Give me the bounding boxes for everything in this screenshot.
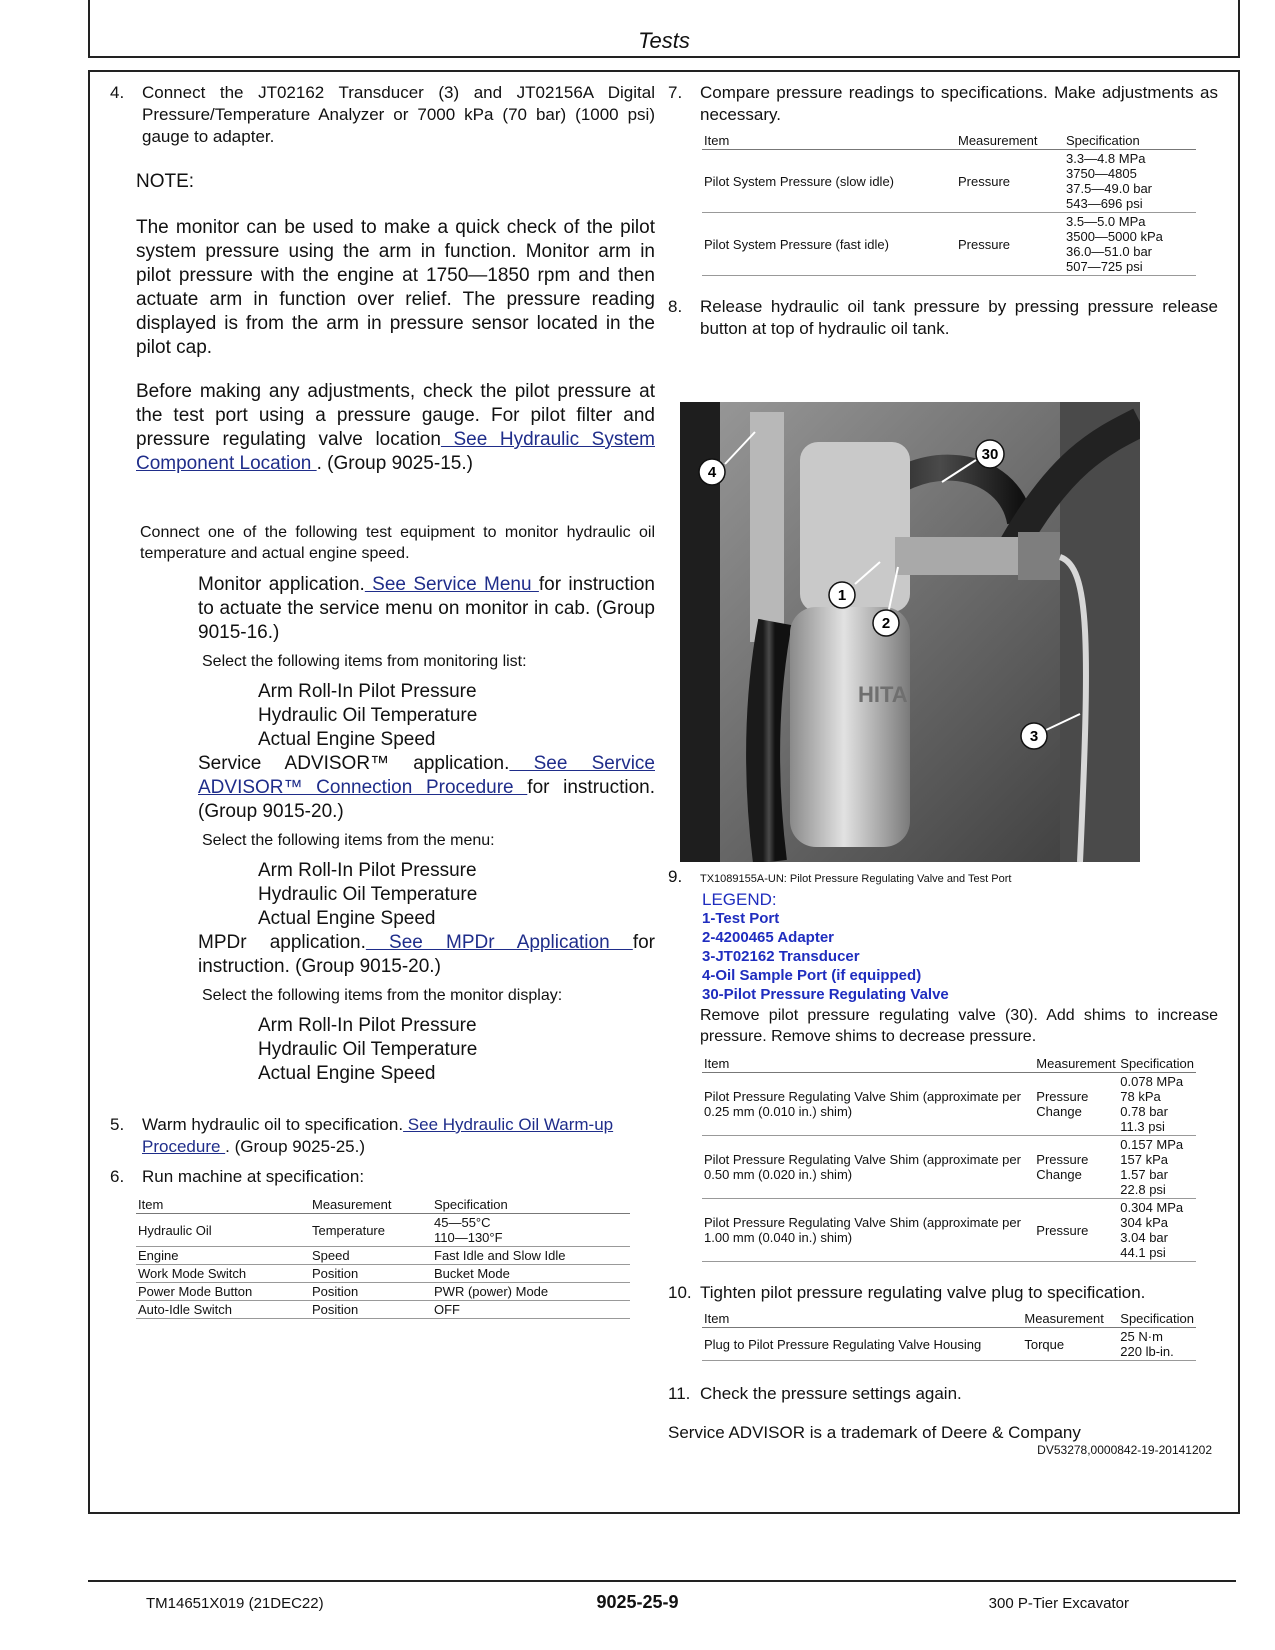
table-cell: Pilot Pressure Regulating Valve Shim (approximate per 0.25 mm (0.010 in.) shim) <box>702 1073 1034 1136</box>
table-cell: Work Mode Switch <box>136 1265 310 1283</box>
spec-line: 507—725 psi <box>1066 259 1143 274</box>
table-cell: Pilot System Pressure (fast idle) <box>702 213 956 276</box>
pilot-valve-photo <box>680 402 1140 862</box>
advisor-application <box>198 752 655 824</box>
table-cell: Pressure Change <box>1034 1073 1118 1136</box>
step-text: Connect the JT02162 Transducer (3) and JT02156A Digital Pressure/Temperature Analyzer or 7000 kPa (70 bar) (1000 psi) gauge to adapter. <box>142 83 655 146</box>
table-row <box>136 1265 630 1283</box>
right-column <box>668 72 1218 1457</box>
run-spec-table <box>136 1196 630 1319</box>
table-header: Measurement <box>1022 1310 1118 1328</box>
step-tail: . (Group 9025-25.) <box>225 1137 366 1156</box>
step-4 <box>110 82 655 148</box>
spec-line: 0.157 MPa <box>1120 1137 1184 1152</box>
step-text: Release hydraulic oil tank pressure by pressing pressure release button at top of hydraulic oil tank. <box>700 297 1218 338</box>
legend-item: 30-Pilot Pressure Regulating Valve <box>702 986 949 1003</box>
table-cell <box>1118 1136 1196 1199</box>
shim-spec-table <box>702 1055 1196 1262</box>
spec-line: 157 kPa <box>1120 1152 1168 1167</box>
footer-divider <box>88 1580 1236 1582</box>
spec-line: 0.078 MPa <box>1120 1074 1184 1089</box>
spec-line: 110—130°F <box>434 1230 503 1245</box>
table-cell: Position <box>310 1265 432 1283</box>
table-cell: Torque <box>1022 1328 1118 1361</box>
legend-item: 1-Test Port <box>702 910 780 927</box>
mpdr-text: MPDr application. <box>198 932 366 953</box>
table-row <box>136 1214 630 1247</box>
step-text: Check the pressure settings again. <box>700 1384 962 1403</box>
step-number: 9. <box>668 867 683 886</box>
table-cell <box>432 1214 630 1247</box>
legend-item: 3-JT02162 Transducer <box>702 948 860 965</box>
spec-line: 78 kPa <box>1120 1089 1161 1104</box>
remove-valve-text: Remove pilot pressure regulating valve (30). Add shims to increase pressure. Remove shims to decrease pressure. <box>700 1007 1218 1045</box>
table-cell <box>1118 1199 1196 1262</box>
table-cell <box>1118 1328 1196 1361</box>
table-cell: Pressure <box>956 213 1064 276</box>
note-text: Before making any adjustments, check the pilot pressure at the test port using a pressure gauge. For pilot filter and pressure regulating valve location <box>136 381 655 450</box>
table-cell <box>1064 150 1196 213</box>
spec-line: 3500—5000 kPa <box>1066 229 1163 244</box>
table-header: Item <box>702 1310 1022 1328</box>
table-row <box>702 1199 1196 1262</box>
table-cell <box>1064 213 1196 276</box>
note-paragraph-1: The monitor can be used to make a quick check of the pilot system pressure using the arm in function. Monitor arm in pilot pressure with the engine at 1750—1850 rpm and then actuate arm in function over relief. The pressure reading displayed is from the arm in pressure sensor located in the pilot cap. <box>136 217 655 358</box>
spec-line: 44.1 psi <box>1120 1245 1166 1260</box>
callout-label: 3 <box>1029 728 1039 745</box>
advisor-items-list <box>258 859 655 931</box>
spec-line: 25 N·m <box>1120 1329 1163 1344</box>
table-row <box>702 213 1196 276</box>
step-text: Compare pressure readings to specifications. Make adjustments as necessary. <box>700 83 1218 124</box>
hose <box>763 622 775 862</box>
list-item: Actual Engine Speed <box>258 908 436 929</box>
note-paragraph-2 <box>136 380 655 476</box>
table-cell <box>1118 1073 1196 1136</box>
spec-line: 220 lb-in. <box>1120 1344 1174 1359</box>
callout-label: 1 <box>837 587 847 604</box>
table-cell: PWR (power) Mode <box>432 1283 630 1301</box>
step-5 <box>110 1114 655 1158</box>
table-row <box>702 1073 1196 1136</box>
step-number: 8. <box>668 297 683 316</box>
list-item: Actual Engine Speed <box>258 1063 436 1084</box>
advisor-text: Service ADVISOR™ application. <box>198 753 510 774</box>
mpdr-items-list <box>258 1014 655 1086</box>
advisor-tail: for instruction. (Group 9015-20.) <box>198 777 656 822</box>
document-id: DV53278,0000842-19-20141202 <box>1037 1443 1212 1457</box>
table-row <box>136 1283 630 1301</box>
table-cell: Speed <box>310 1247 432 1265</box>
table-header: Item <box>136 1196 310 1214</box>
list-item: Arm Roll-In Pilot Pressure <box>258 1015 477 1036</box>
spec-line: 3.04 bar <box>1120 1230 1168 1245</box>
legend-title: LEGEND: <box>702 890 777 909</box>
table-row <box>136 1301 630 1319</box>
oil-warmup-link[interactable]: See Hydraulic Oil Warm-up Procedure <box>142 1115 614 1156</box>
spec-line: 45—55°C <box>434 1215 491 1230</box>
table-cell: Pressure <box>1034 1199 1118 1262</box>
table-cell: Engine <box>136 1247 310 1265</box>
spec-line: 304 kPa <box>1120 1215 1168 1230</box>
callout-label: 4 <box>707 464 717 481</box>
mpdr-application-link[interactable]: See MPDr Application <box>365 932 633 953</box>
table-header: Measurement <box>310 1196 432 1214</box>
test-fitting <box>750 412 784 642</box>
step-number: 11. <box>668 1384 691 1403</box>
monitor-items-list <box>258 680 655 752</box>
spec-line: 3.5—5.0 MPa <box>1066 214 1146 229</box>
step-number: 7. <box>668 83 683 102</box>
spec-line: 22.8 psi <box>1120 1182 1166 1197</box>
service-advisor-connection-link[interactable]: See Service ADVISOR™ Connection Procedure <box>198 753 655 798</box>
table-cell: Pressure Change <box>1034 1136 1118 1199</box>
table-row <box>702 1328 1196 1361</box>
step-text: Tighten pilot pressure regulating valve plug to specification. <box>700 1283 1146 1302</box>
footer-manual-id: TM14651X019 (21DEC22) <box>146 1595 324 1612</box>
callout-label: 2 <box>881 615 891 632</box>
step-7 <box>668 82 1218 126</box>
table-row <box>136 1247 630 1265</box>
step-10 <box>668 1282 1218 1304</box>
step-number: 4. <box>110 83 125 102</box>
list-item: Arm Roll-In Pilot Pressure <box>258 860 477 881</box>
table-cell: Position <box>310 1301 432 1319</box>
service-menu-link[interactable]: See Service Menu <box>364 574 539 595</box>
table-row <box>702 150 1196 213</box>
spec-line: 37.5—49.0 bar <box>1066 181 1153 196</box>
figure-caption-block <box>668 866 1218 1457</box>
list-item: Hydraulic Oil Temperature <box>258 884 478 905</box>
torque-spec-table <box>702 1310 1196 1361</box>
spec-line: 11.3 psi <box>1120 1119 1165 1134</box>
trademark-note: Service ADVISOR is a trademark of Deere & Company <box>668 1423 1081 1442</box>
spec-line: 3750—4805 <box>1066 166 1137 181</box>
table-cell: Plug to Pilot Pressure Regulating Valve Housing <box>702 1328 1022 1361</box>
spec-line: 0.78 bar <box>1120 1104 1168 1119</box>
step-text: Warm hydraulic oil to specification. <box>142 1115 404 1134</box>
spec-line: 1.57 bar <box>1120 1167 1168 1182</box>
table-header: Specification <box>1064 132 1196 150</box>
table-cell: Temperature <box>310 1214 432 1247</box>
table-cell: Pilot Pressure Regulating Valve Shim (approximate per 0.50 mm (0.020 in.) shim) <box>702 1136 1034 1199</box>
legend-item: 4-Oil Sample Port (if equipped) <box>702 967 922 984</box>
spec-line: 0.304 MPa <box>1120 1200 1184 1215</box>
page-section-title: Tests <box>638 28 690 53</box>
table-cell: Pilot Pressure Regulating Valve Shim (approximate per 1.00 mm (0.040 in.) shim) <box>702 1199 1034 1262</box>
table-cell: Position <box>310 1283 432 1301</box>
spec-line: 543—696 psi <box>1066 196 1143 211</box>
step-number: 10. <box>668 1283 692 1302</box>
left-column <box>110 72 655 1319</box>
step-number: 6. <box>110 1167 125 1186</box>
header-box <box>88 0 1240 58</box>
oil-filter <box>790 607 910 847</box>
table-header: Measurement <box>956 132 1064 150</box>
callout-label: 30 <box>981 446 999 463</box>
table-cell: Bucket Mode <box>432 1265 630 1283</box>
step-8 <box>668 296 1218 340</box>
figure-legend <box>702 890 1218 1004</box>
spec-line: 36.0—51.0 bar <box>1066 244 1153 259</box>
step-text: Run machine at specification: <box>142 1167 365 1186</box>
table-header: Measurement <box>1034 1055 1118 1073</box>
monitor-application <box>198 573 655 645</box>
spec-line: 3.3—4.8 MPa <box>1066 151 1146 166</box>
table-cell: OFF <box>432 1301 630 1319</box>
advisor-select-text: Select the following items from the menu: <box>202 832 495 849</box>
monitor-select-text: Select the following items from monitoring list: <box>202 653 527 670</box>
mpdr-select-text: Select the following items from the monitor display: <box>202 987 563 1004</box>
table-cell: Hydraulic Oil <box>136 1214 310 1247</box>
list-item: Hydraulic Oil Temperature <box>258 705 478 726</box>
table-header: Item <box>702 1055 1034 1073</box>
list-item: Actual Engine Speed <box>258 729 436 750</box>
table-cell: Pilot System Pressure (slow idle) <box>702 150 956 213</box>
monitor-text: Monitor application. <box>198 574 365 595</box>
step-9 <box>668 866 1218 890</box>
table-cell: Pressure <box>956 150 1064 213</box>
table-cell: Auto-Idle Switch <box>136 1301 310 1319</box>
table-header: Specification <box>432 1196 630 1214</box>
pilot-pressure-spec-table <box>702 132 1196 276</box>
figure-caption: TX1089155A-UN: Pilot Pressure Regulating Valve and Test Port <box>700 873 1012 885</box>
table-header: Specification <box>1120 1311 1194 1326</box>
step-6 <box>110 1166 655 1188</box>
note-label: NOTE: <box>136 171 195 192</box>
table-cell: Power Mode Button <box>136 1283 310 1301</box>
step-number: 5. <box>110 1115 125 1134</box>
mpdr-tail: for instruction. (Group 9015-20.) <box>198 932 656 977</box>
note-tail: . (Group 9025-15.) <box>316 453 473 474</box>
table-cell: Fast Idle and Slow Idle <box>432 1247 630 1265</box>
hydraulic-component-location-link[interactable]: See Hydraulic System Component Location <box>136 429 655 474</box>
legend-item: 2-4200465 Adapter <box>702 929 835 946</box>
list-item: Arm Roll-In Pilot Pressure <box>258 681 477 702</box>
mpdr-application <box>198 931 655 979</box>
content-frame <box>88 70 1240 1514</box>
filter-brand: HITA <box>858 682 908 707</box>
table-header: Specification <box>1120 1056 1194 1071</box>
footer-machine-name: 300 P-Tier Excavator <box>988 1595 1129 1612</box>
table-row <box>702 1136 1196 1199</box>
connect-instructions: Connect one of the following test equipment to monitor hydraulic oil temperature and actual engine speed. <box>140 524 655 562</box>
step-11 <box>668 1383 1218 1405</box>
monitor-tail: for instruction to actuate the service menu on monitor in cab. (Group 9015-16.) <box>198 574 655 643</box>
footer-page-number: 9025-25-9 <box>596 1592 679 1612</box>
list-item: Hydraulic Oil Temperature <box>258 1039 478 1060</box>
table-header: Item <box>702 132 956 150</box>
